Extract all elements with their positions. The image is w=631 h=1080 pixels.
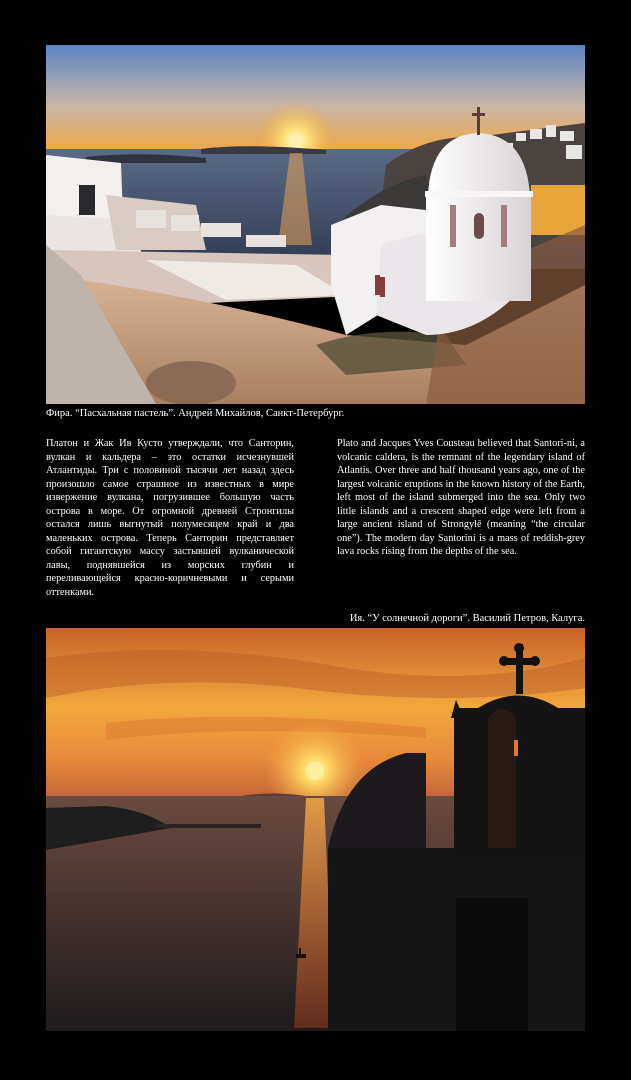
- fira-photo: [46, 45, 585, 404]
- russian-text: Платон и Жак Ив Кусто утверждали, что Санторин, вулкан и кальдера – это остатки исчезнувшей Атлантиды. Три с половиной тысячи лет назад здесь произошло самое страшное из известных в мире извержение вулкана, погрузившее большую часть острова в море. От огромной древней Стронгилы остался лишь выгнутый полумесяцем край и два маленьких острова. Теперь Санторин представляет собой гигантскую массу застывшей вулканической лавы, поднявшейся из морских глубин и переливающейся красно-коричневыми и серыми оттенками.: [46, 438, 294, 598]
- oia-photo: [46, 628, 585, 1031]
- fira-caption: Фира. “Пасхальная пастель”. Андрей Михайлов, Санкт-Петербург.: [46, 408, 345, 419]
- oia-caption: Ия. “У солнечной дороги”. Василий Петров, Калуга.: [349, 613, 585, 624]
- english-text: Plato and Jacques Yves Cousteau believed that Santori-ni, a volcanic caldera, is the remnant of the legendary island of Atlantis. Over three and half thousand years ago, one of the largest volcanic eruptions in the known history of the Earth, left most of the island submerged into the sea. Only two little islands and a crescent shaped edge were left from a large ancient island of Strongylē (meaning “the circular one”). The modern day Santorini is a mass of reddish-grey lava rocks rising from the depths of the sea.: [337, 438, 585, 557]
